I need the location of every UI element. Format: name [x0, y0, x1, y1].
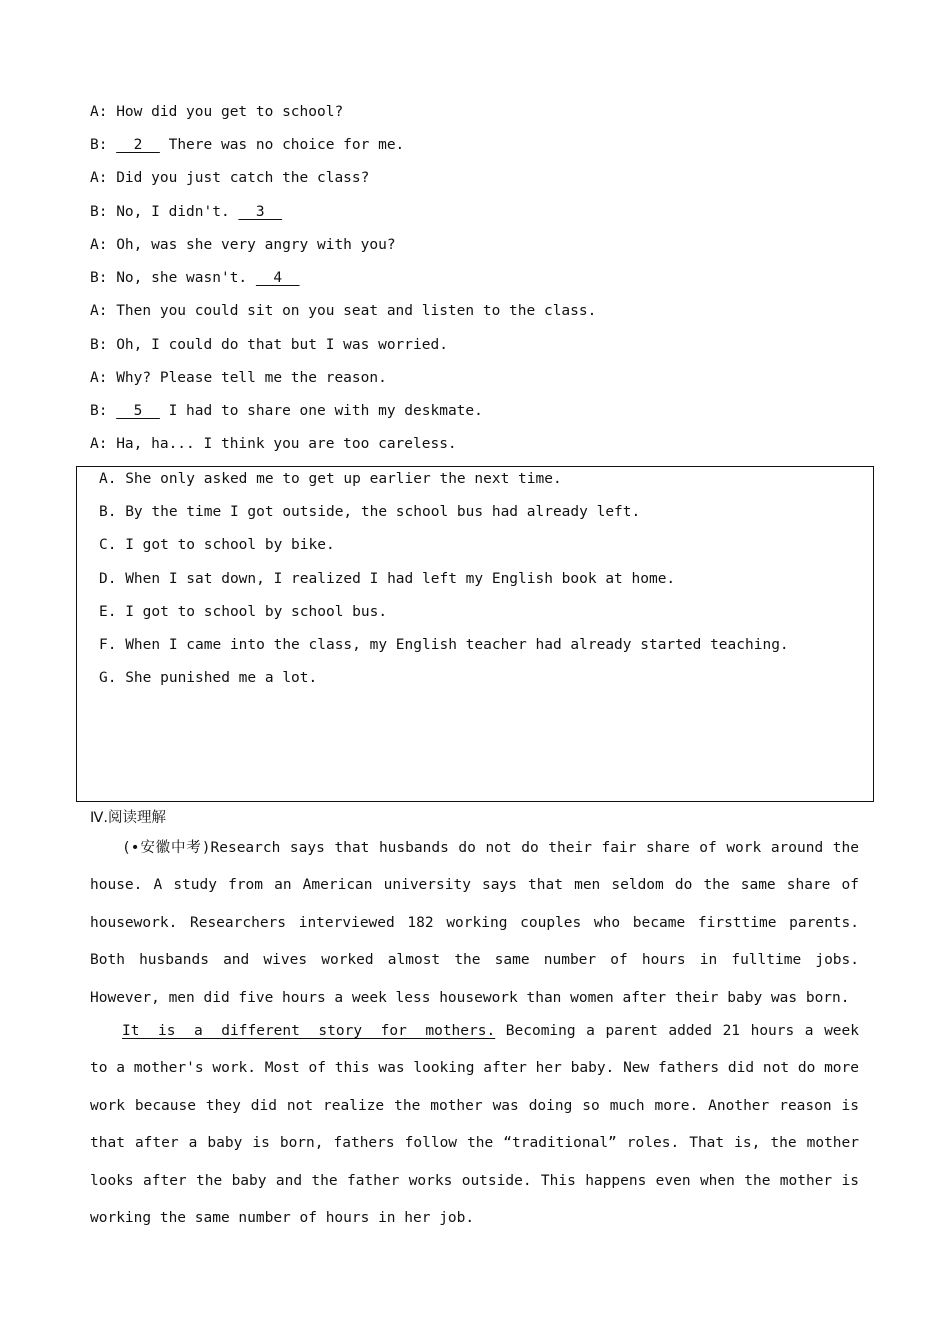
option-g: G. She punished me a lot. [99, 670, 318, 686]
dialogue-line: A: Ha, ha... I think you are too careless. [90, 436, 457, 452]
answer-blank-5: 5 [116, 403, 160, 419]
dialogue-line: A: Oh, was she very angry with you? [90, 237, 396, 253]
dialogue-line: A: Why? Please tell me the reason. [90, 370, 387, 386]
dialogue-line: B: 5 I had to share one with my deskmate. [90, 403, 483, 419]
option-c: C. I got to school by bike. [99, 537, 335, 553]
dialogue-line: B: No, she wasn't. 4 [90, 270, 300, 286]
passage-paragraph-1: (•安徽中考)Research says that husbands do not do their fair share of work around the house. A study from an American university says that men seldom do the same share of housework. Researchers interviewed 182 working couples who became firsttime parents. Both husbands and wives worked almost the same number of hours in fulltime jobs. However, men did five hours a week less housework than women after their baby was born. [90, 840, 859, 1006]
option-e: E. I got to school by school bus. [99, 604, 388, 620]
option-f: F. When I came into the class, my English teacher had already started teaching. [99, 637, 789, 653]
answer-blank-4: 4 [255, 270, 300, 286]
answer-blank-2: 2 [116, 137, 160, 153]
options-box [76, 466, 874, 802]
dialogue-line: A: How did you get to school? [90, 104, 344, 120]
option-d: D. When I sat down, I realized I had left my English book at home. [99, 571, 676, 587]
dialogue-line: B: 2 There was no choice for me. [90, 137, 405, 153]
option-b: B. By the time I got outside, the school bus had already left. [99, 504, 641, 520]
dialogue-line: B: Oh, I could do that but I was worried. [90, 337, 448, 353]
underlined-sentence: It is a different story for mothers. [122, 1023, 496, 1039]
dialogue-line: A: Then you could sit on you seat and listen to the class. [90, 303, 597, 319]
answer-blank-3: 3 [238, 204, 283, 220]
option-a: A. She only asked me to get up earlier the next time. [99, 471, 562, 487]
dialogue-line: A: Did you just catch the class? [90, 170, 370, 186]
passage-paragraph-2: It is a different story for mothers. Becoming a parent added 21 hours a week to a mother's work. Most of this was looking after her baby. New fathers did not do more work because they did not realize the mother was doing so much more. Another reason is that after a baby is born, fathers follow the “traditional” roles. That is, the mother looks after the baby and the father works outside. This happens even when the mother is working the same number of hours in her job. [90, 1023, 859, 1227]
section-heading: Ⅳ.阅读理解 [90, 810, 166, 826]
dialogue-line: B: No, I didn't. 3 [90, 204, 283, 220]
